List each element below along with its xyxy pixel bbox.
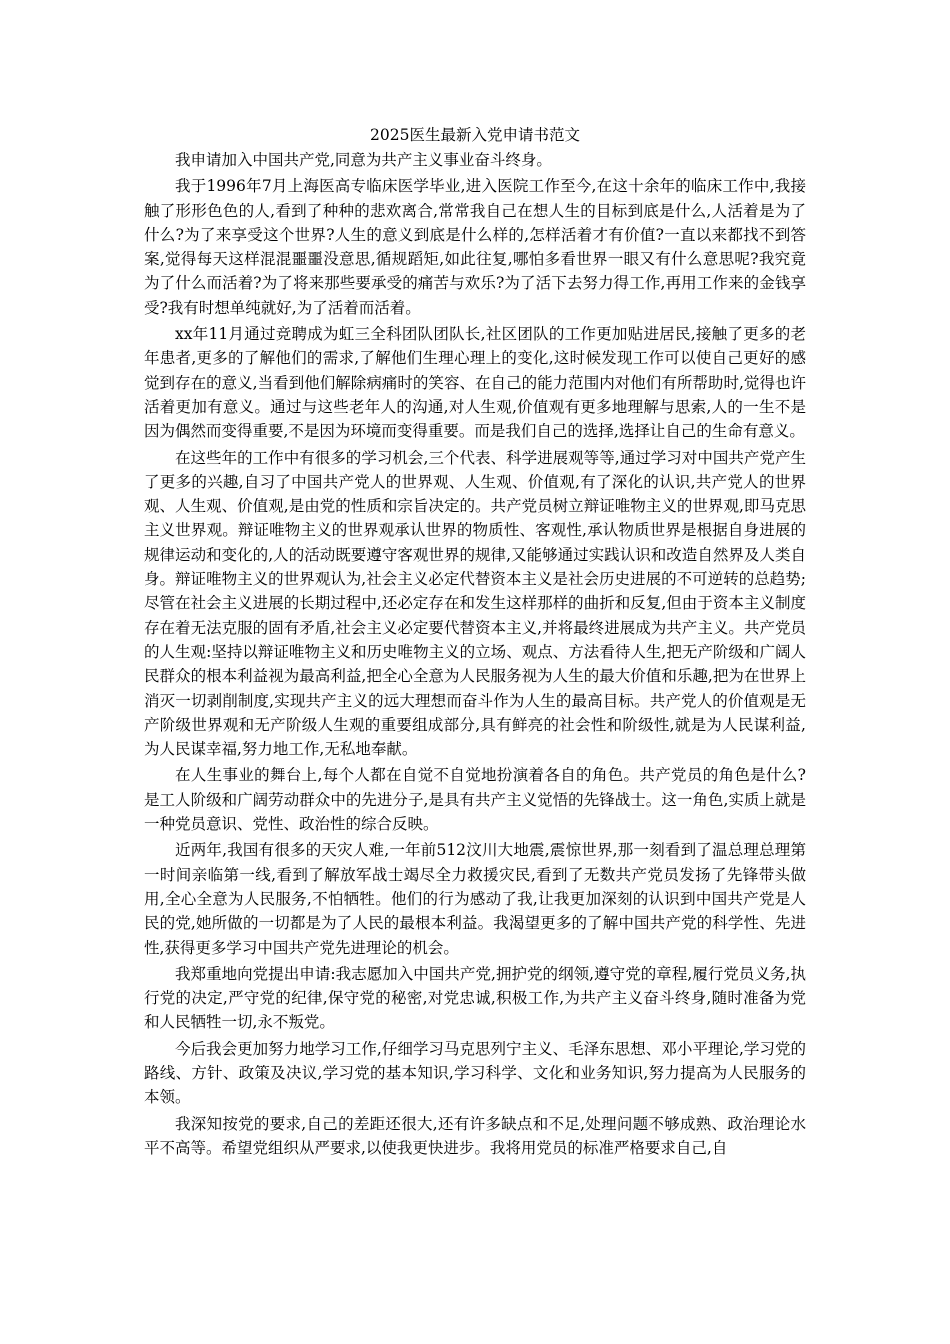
paragraph-6: 近两年,我国有很多的天灾人难,一年前512汶川大地震,震惊世界,那一刻看到了温总理总理第一时间亲临第一线,看到了解放军战士竭尽全力救援灾民,看到了无数共产党员发扬了先锋带头做用,全心全意为人民服务,不怕牺牲。他们的行为感动了我,让我更加深刻的认识到中国共产党是人民的党,她所做的一切都是为了人民的最根本利益。我渴望更多的了解中国共产党的科学性、先进性,获得更多学习中国共产党先进理论的机会。 bbox=[144, 841, 806, 957]
paragraph-1: 我申请加入中国共产党,同意为共产主义事业奋斗终身。 bbox=[175, 151, 552, 169]
document-title: 2025医生最新入党申请书范文 bbox=[370, 126, 580, 144]
paragraph-7: 我郑重地向党提出申请:我志愿加入中国共产党,拥护党的纲领,遵守党的章程,履行党员义务,执行党的决定,严守党的纪律,保守党的秘密,对党忠诚,积极工作,为共产主义奋斗终身,随时准备为党和人民牺牲一切,永不叛党。 bbox=[144, 964, 806, 1032]
document-page bbox=[144, 123, 806, 1162]
paragraph-5: 在人生事业的舞台上,每个人都在自觉不自觉地扮演着各自的角色。共产党员的角色是什么?是工人阶级和广阔劳动群众中的先进分子,是具有共产主义觉悟的先锋战士。这一角色,实质上就是一种党员意识、党性、政治性的综合反映。 bbox=[144, 766, 806, 834]
paragraph-9: 我深知按党的要求,自己的差距还很大,还有许多缺点和不足,处理问题不够成熟、政治理论水平不高等。希望党组织从严要求,以使我更快进步。我将用党员的标准严格要求自己,自 bbox=[144, 1114, 806, 1157]
paragraph-4: 在这些年的工作中有很多的学习机会,三个代表、科学进展观等等,通过学习对中国共产党产生了更多的兴趣,自习了中国共产党人的世界观、人生观、价值观,有了深化的认识,共产党人的世界观、人生观、价值观,是由党的性质和宗旨决定的。共产党员树立辩证唯物主义的世界观,即马克思主义世界观。辩证唯物主义的世界观承认世界的物质性、客观性,承认物质世界是根据自身进展的规律运动和变化的,人的活动既要遵守客观世界的规律,又能够通过实践认识和改造自然界及人类自身。辩证唯物主义的世界观认为,社会主义必定代替资本主义是社会历史进展的不可逆转的总趋势;尽管在社会主义进展的长期过程中,还必定存在和发生这样那样的曲折和反复,但由于资本主义制度存在着无法克服的固有矛盾,社会主义必定要代替资本主义,并将最终进展成为共产主义。共产党员的人生观:坚持以辩证唯物主义和历史唯物主义的立场、观点、方法看待人生,把无产阶级和广阔人民群众的根本利益视为最高利益,把全心全意为人民服务视为人生的最大价值和乐趣,把为在世界上消灭一切剥削制度,实现共产主义的远大理想而奋斗作为人生的最高目标。共产党人的价值观是无产阶级世界观和无产阶级人生观的重要组成部分,具有鲜亮的社会性和阶级性,就是为人民谋利益,为人民谋幸福,努力地工作,无私地奉献。 bbox=[144, 448, 806, 759]
paragraph-3: xx年11月通过竞聘成为虹三全科团队团队长,社区团队的工作更加贴进居民,接触了更多的老年患者,更多的了解他们的需求,了解他们生理心理上的变化,这时候发现工作可以使自己更好的感觉到存在的意义,当看到他们解除病痛时的笑容、在自己的能力范围内对他们有所帮助时,觉得也许活着更加有意义。通过与这些老年人的沟通,对人生观,价值观有更多地理解与思索,人的一生不是因为偶然而变得重要,不是因为环境而变得重要。而是我们自己的选择,选择让自己的生命有意义。 bbox=[144, 325, 806, 441]
paragraph-2: 我于1996年7月上海医高专临床医学毕业,进入医院工作至今,在这十余年的临床工作中,我接触了形形色色的人,看到了种种的悲欢离合,常常我自己在想人生的目标到底是什么,人活着是为了什么?为了来享受这个世界?人生的意义到底是什么样的,怎样活着才有价值?一直以来都找不到答案,觉得每天这样混混噩噩没意思,循规蹈矩,如此往复,哪怕多看世界一眼又有什么意思呢?我究竟为了什么而活着?为了将来那些要承受的痛苦与欢乐?为了活下去努力得工作,再用工作来的金钱享受?我有时想单纯就好,为了活着而活着。 bbox=[144, 177, 806, 317]
paragraph-8: 今后我会更加努力地学习工作,仔细学习马克思列宁主义、毛泽东思想、邓小平理论,学习党的路线、方针、政策及决议,学习党的基本知识,学习科学、文化和业务知识,努力提高为人民服务的本领。 bbox=[144, 1039, 806, 1107]
